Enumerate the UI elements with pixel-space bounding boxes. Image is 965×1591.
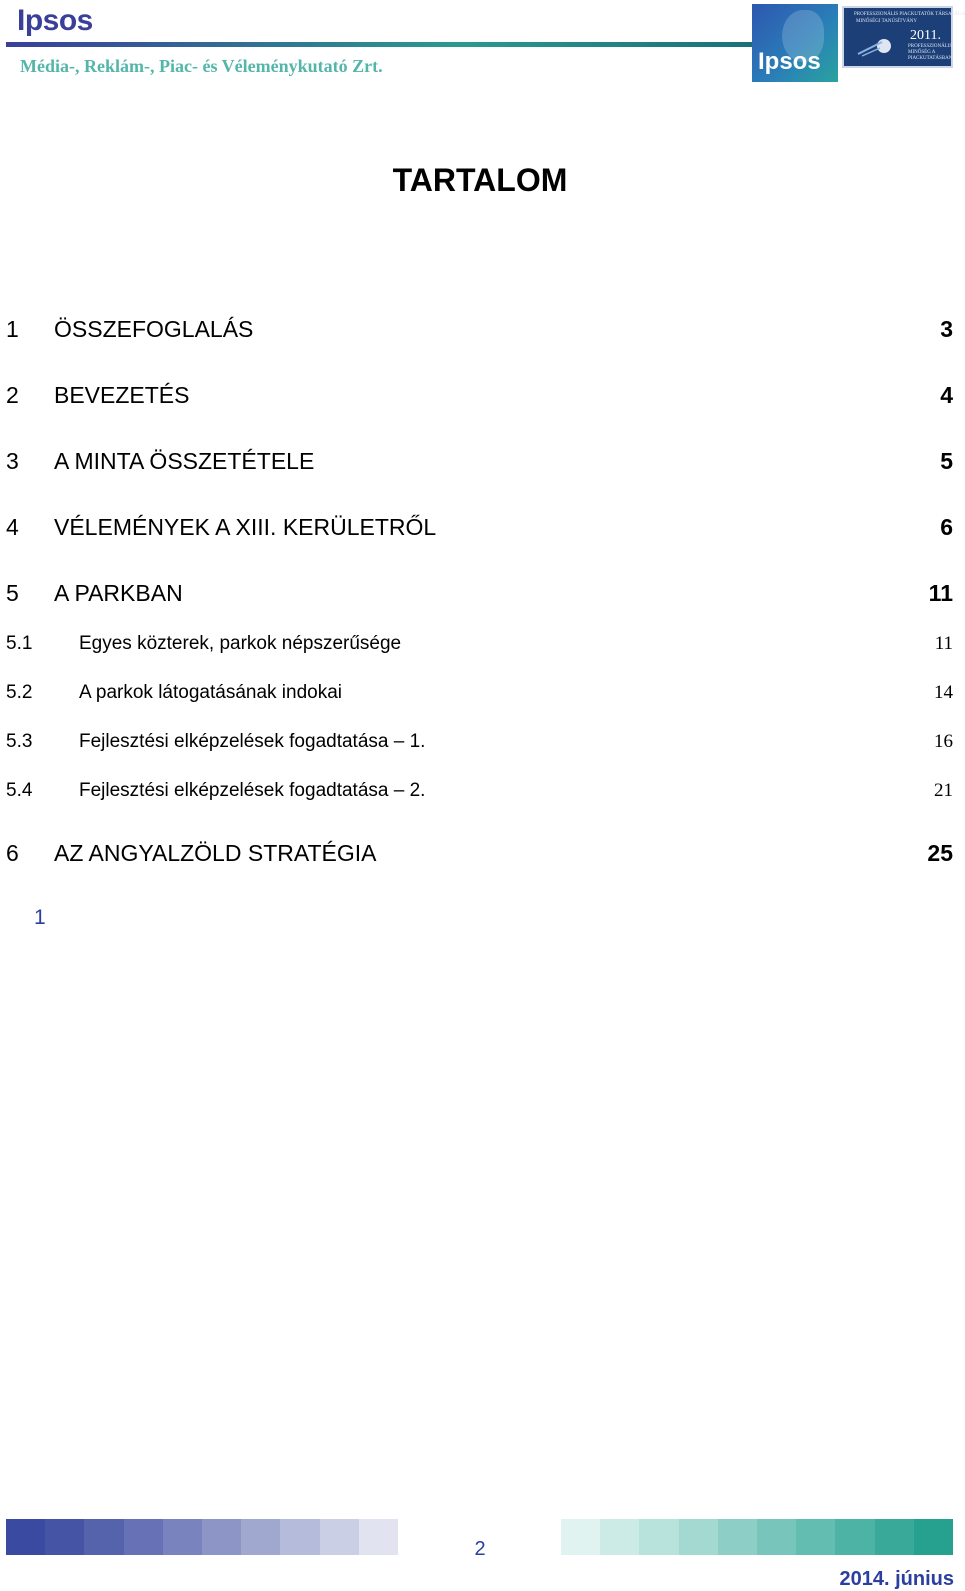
toc-number: 6 [6,840,19,866]
toc-label: Fejlesztési elképzelések fogadtatása – 1. [79,731,426,752]
toc-page: 5 [940,448,953,474]
toc-number: 5.1 [6,633,33,654]
ipsos-logo [752,4,838,82]
header-rule [6,42,758,47]
toc-page: 25 [927,840,953,866]
toc-page: 21 [934,780,953,801]
toc-label: A PARKBAN [54,580,183,606]
logo-word: Ipsos [758,48,821,75]
toc-label: Fejlesztési elképzelések fogadtatása – 2. [79,780,426,801]
toc-page: 4 [940,382,953,408]
toc-label: A MINTA ÖSSZETÉTELE [54,448,315,474]
toc-page: 14 [934,682,953,703]
toc-page: 11 [928,580,953,606]
toc-label: ÖSSZEFOGLALÁS [54,316,254,342]
toc-label: BEVEZETÉS [54,382,190,408]
toc-number: 5.3 [6,731,33,752]
ipsos-wordmark: Ipsos [17,4,93,37]
cert-line2: MINŐSÉGI TANÚSÍTVÁNY [856,19,918,24]
toc-label: A parkok látogatásának indokai [79,682,343,703]
toc-number: 2 [6,382,19,408]
toc-label: Egyes közterek, parkok népszerűsége [79,633,402,654]
toc-page: 11 [934,633,953,654]
toc-number: 1 [6,316,19,342]
cert-year: 2011. [910,28,941,43]
toc-number: 4 [6,514,19,540]
toc-label: VÉLEMÉNYEK A XIII. KERÜLETRŐL [54,514,437,540]
stray-number: 1 [34,906,46,929]
toc-page: 6 [940,514,953,540]
cert-line1: PROFESSZIONÁLIS PIACKUTATÓK TÁRSASÁGA [854,12,965,17]
cert-line3: PROFESSZIONÁLIS MINŐSÉG A PIACKUTATÁSBAN [908,44,953,61]
page-number: 2 [474,1538,486,1560]
toc-number: 5.2 [6,682,33,703]
page-title: TARTALOM [392,162,568,198]
quality-certificate-badge [842,6,965,68]
toc-page: 3 [940,316,953,342]
cert-star-icon [856,32,896,58]
toc-page: 16 [934,731,953,752]
footer-date: 2014. június [839,1568,954,1590]
toc-label: AZ ANGYALZÖLD STRATÉGIA [54,840,377,866]
toc-number: 3 [6,448,19,474]
toc-number: 5 [6,580,19,606]
toc-number: 5.4 [6,780,33,801]
company-tagline: Média-, Reklám-, Piac- és Véleménykutató Zrt. [20,56,383,76]
